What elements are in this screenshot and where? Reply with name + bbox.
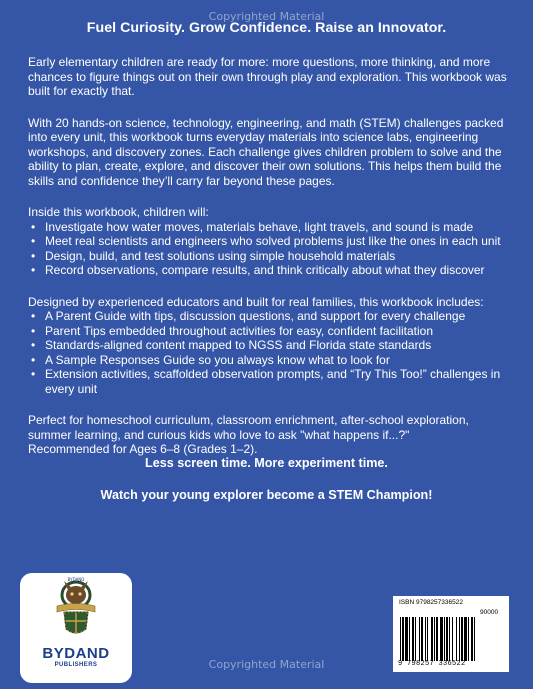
crest-icon [50,577,102,639]
barcode-stripe [456,617,457,661]
includes-list [28,309,512,396]
list-item: • A Parent Guide with tips, discussion questions, and support for every challenge [28,309,512,324]
barcode-stripe [449,617,450,661]
list-item: • Extension activities, scaffolded observation prompts, and “Try This Too!” challenges in every unit [28,367,512,396]
barcode-stripe [452,617,453,661]
list-item: • Parent Tips embedded throughout activities for easy, confident facilitation [28,324,512,339]
barcode-stripe [436,617,438,661]
list-item: • Record observations, compare results, and think critically about what they discover [28,263,512,278]
barcode-stripe [464,617,467,661]
price-code: 90000 [480,609,499,616]
list-item: • Investigate how water moves, materials behave, light travels, and sound is made [28,220,512,235]
barcode-stripe [461,617,463,661]
barcode-stripe [471,617,473,661]
stem-paragraph: With 20 hands-on science, technology, engineering, and math (STEM) challenges packed into every unit, this workbook turns everyday materials into science labs, engineering workshops, and discovery zones. Each challenge gives children problem to solve and the ability to plan, create, explore, and discover their own solutions. This helps them build the skills and confidence they’ll carry far beyond these pages. [28,115,504,188]
includes-heading: Designed by experienced educators and built for real families, this workbook includes: [28,294,484,309]
list-item: • Design, build, and test solutions using simple household materials [28,249,512,264]
barcode-stripe [409,617,410,661]
isbn-label: ISBN 9798257336522 [399,599,463,606]
barcode-bars [400,617,504,661]
inside-section [28,205,512,278]
publisher-name: BYDAND [42,645,110,662]
barcode-stripe [415,617,416,661]
barcode-stripe [468,617,469,661]
watermark-top: Copyrighted Material [208,10,325,23]
barcode-stripe [474,617,475,661]
tagline-screen-time: Less screen time. More experiment time. [145,456,388,470]
isbn-digits: 9 798257 336522 [398,660,466,668]
list-item: • Standards-aligned content mapped to NGSS and Florida state standards [28,338,512,353]
barcode-stripe [444,617,445,661]
barcode-stripe [405,617,408,661]
barcode-stripe [419,617,420,661]
barcode-stripe [402,617,404,661]
audience-section [28,413,512,457]
barcode-stripe [427,617,428,661]
intro-paragraph: Early elementary children are ready for more: more questions, more thinking, and more chances to figure things out on their own through play and exploration. This workbook was built for exactly that. [28,55,507,98]
inside-list [28,220,512,278]
barcode-stripe [400,617,401,661]
watermark-bottom: Copyrighted Material [208,658,325,671]
publisher-subtitle: PUBLISHERS [54,662,98,668]
ages-text: Recommended for Ages 6–8 (Grades 1–2). [28,442,258,456]
barcode-stripe [434,617,435,661]
body-text [28,55,512,457]
barcode-stripe [425,617,426,661]
crest-motto: BYDAND [67,577,85,582]
list-item: • Meet real scientists and engineers who solved problems just like the ones in each unit [28,234,512,249]
headline: Fuel Curiosity. Grow Confidence. Raise an Innovator. [86,20,447,36]
barcode-stripe [412,617,414,661]
includes-section [28,295,512,397]
inside-heading: Inside this workbook, children will: [28,205,209,219]
perfect-for-text: Perfect for homeschool curriculum, classroom enrichment, after-school exploration, summer learning, and curious kids who love to ask "what happens if...?" [28,413,469,442]
barcode-stripe [431,617,433,661]
list-item: • A Sample Responses Guide so you always know what to look for [28,353,512,368]
barcode-stripe [440,617,443,661]
barcode-stripe [421,617,423,661]
barcode-stripe [446,617,448,661]
tagline-stem-champion: Watch your young explorer become a STEM Champion! [100,488,433,502]
barcode-stripe [459,617,460,661]
